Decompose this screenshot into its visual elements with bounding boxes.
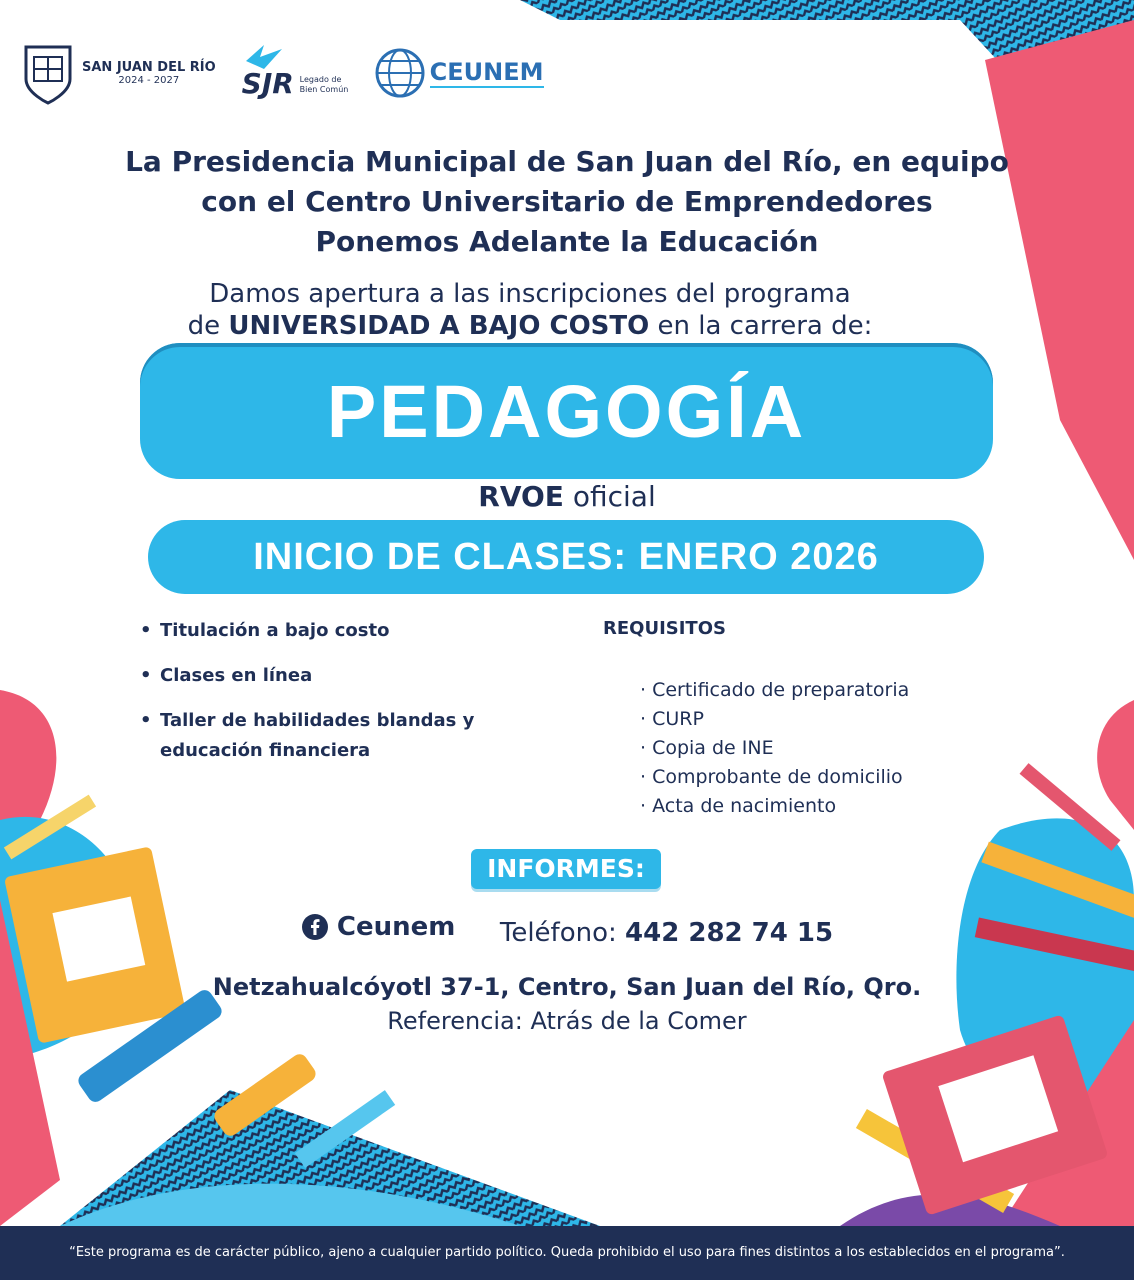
disclaimer-text: “Este programa es de carácter público, ajeno a cualquier partido político. Queda prohibido el uso para fines distintos a los establecidos en el programa”.	[69, 1245, 1065, 1260]
sjr-tagline-1: Legado de	[299, 75, 342, 84]
list-item: · CURP	[640, 708, 704, 730]
facebook-name: Ceunem	[336, 912, 456, 942]
requirements-title: REQUISITOS	[603, 618, 726, 639]
intro-line-2-bold: UNIVERSIDAD A BAJO COSTO	[228, 311, 650, 341]
headline-line-2: con el Centro Universitario de Emprendedores	[201, 185, 933, 218]
phone-label: Teléfono:	[499, 918, 617, 948]
requirements-list	[640, 676, 909, 821]
list-item: • Clases en línea	[140, 665, 313, 686]
rvoe-rest: oficial	[563, 480, 656, 513]
address-line-1: Netzahualcóyotl 37-1, Centro, San Juan del Río, Qro.	[212, 973, 922, 1001]
ceunem-name: CEUNEM	[429, 58, 544, 86]
facebook-icon	[301, 913, 329, 941]
informes-label: INFORMES:	[471, 849, 661, 889]
municipio-name: SAN JUAN DEL RÍO	[82, 60, 216, 75]
municipio-period: 2024 - 2027	[118, 75, 180, 86]
sjr-mark: SJR	[241, 67, 294, 100]
list-item: • Taller de habilidades blandas y educación financiera	[140, 710, 475, 761]
headline	[80, 142, 1054, 262]
intro-line-1: Damos apertura a las inscripciones del programa	[209, 279, 851, 309]
list-item: · Certificado de preparatoria	[640, 679, 910, 701]
top-right-pink-shape	[985, 20, 1134, 560]
start-date: INICIO DE CLASES: ENERO 2026	[253, 535, 879, 578]
logos-row	[22, 38, 544, 108]
address	[0, 970, 1134, 1038]
disclaimer-footer	[0, 1226, 1134, 1280]
list-item: · Copia de INE	[640, 737, 774, 759]
intro-line-2-suffix: en la carrera de:	[649, 311, 873, 341]
intro-text	[80, 278, 980, 342]
phone-number[interactable]: 442 282 74 15	[625, 918, 834, 948]
rvoe-bold: RVOE	[478, 480, 564, 513]
list-item: · Comprobante de domicilio	[640, 766, 903, 788]
municipal-shield-icon	[22, 41, 74, 105]
benefits-list	[140, 616, 560, 781]
program-name: PEDAGOGÍA	[326, 369, 807, 453]
list-item: • Titulación a bajo costo	[140, 620, 390, 641]
rvoe-label	[0, 480, 1134, 513]
intro-line-2-prefix: de	[187, 311, 229, 341]
headline-line-1: La Presidencia Municipal de San Juan del Río, en equipo	[125, 145, 1009, 178]
start-date-banner	[148, 520, 984, 594]
program-banner	[140, 343, 993, 479]
contact-line	[0, 912, 1134, 948]
globe-icon	[374, 47, 426, 99]
bottom-right-pink-blob	[1097, 700, 1134, 830]
list-item: · Acta de nacimiento	[640, 795, 837, 817]
headline-line-3: Ponemos Adelante la Educación	[315, 225, 819, 258]
sjr-tagline-2: Bien Común	[299, 85, 349, 94]
address-line-2: Referencia: Atrás de la Comer	[387, 1007, 747, 1035]
facebook-link[interactable]	[301, 912, 455, 942]
